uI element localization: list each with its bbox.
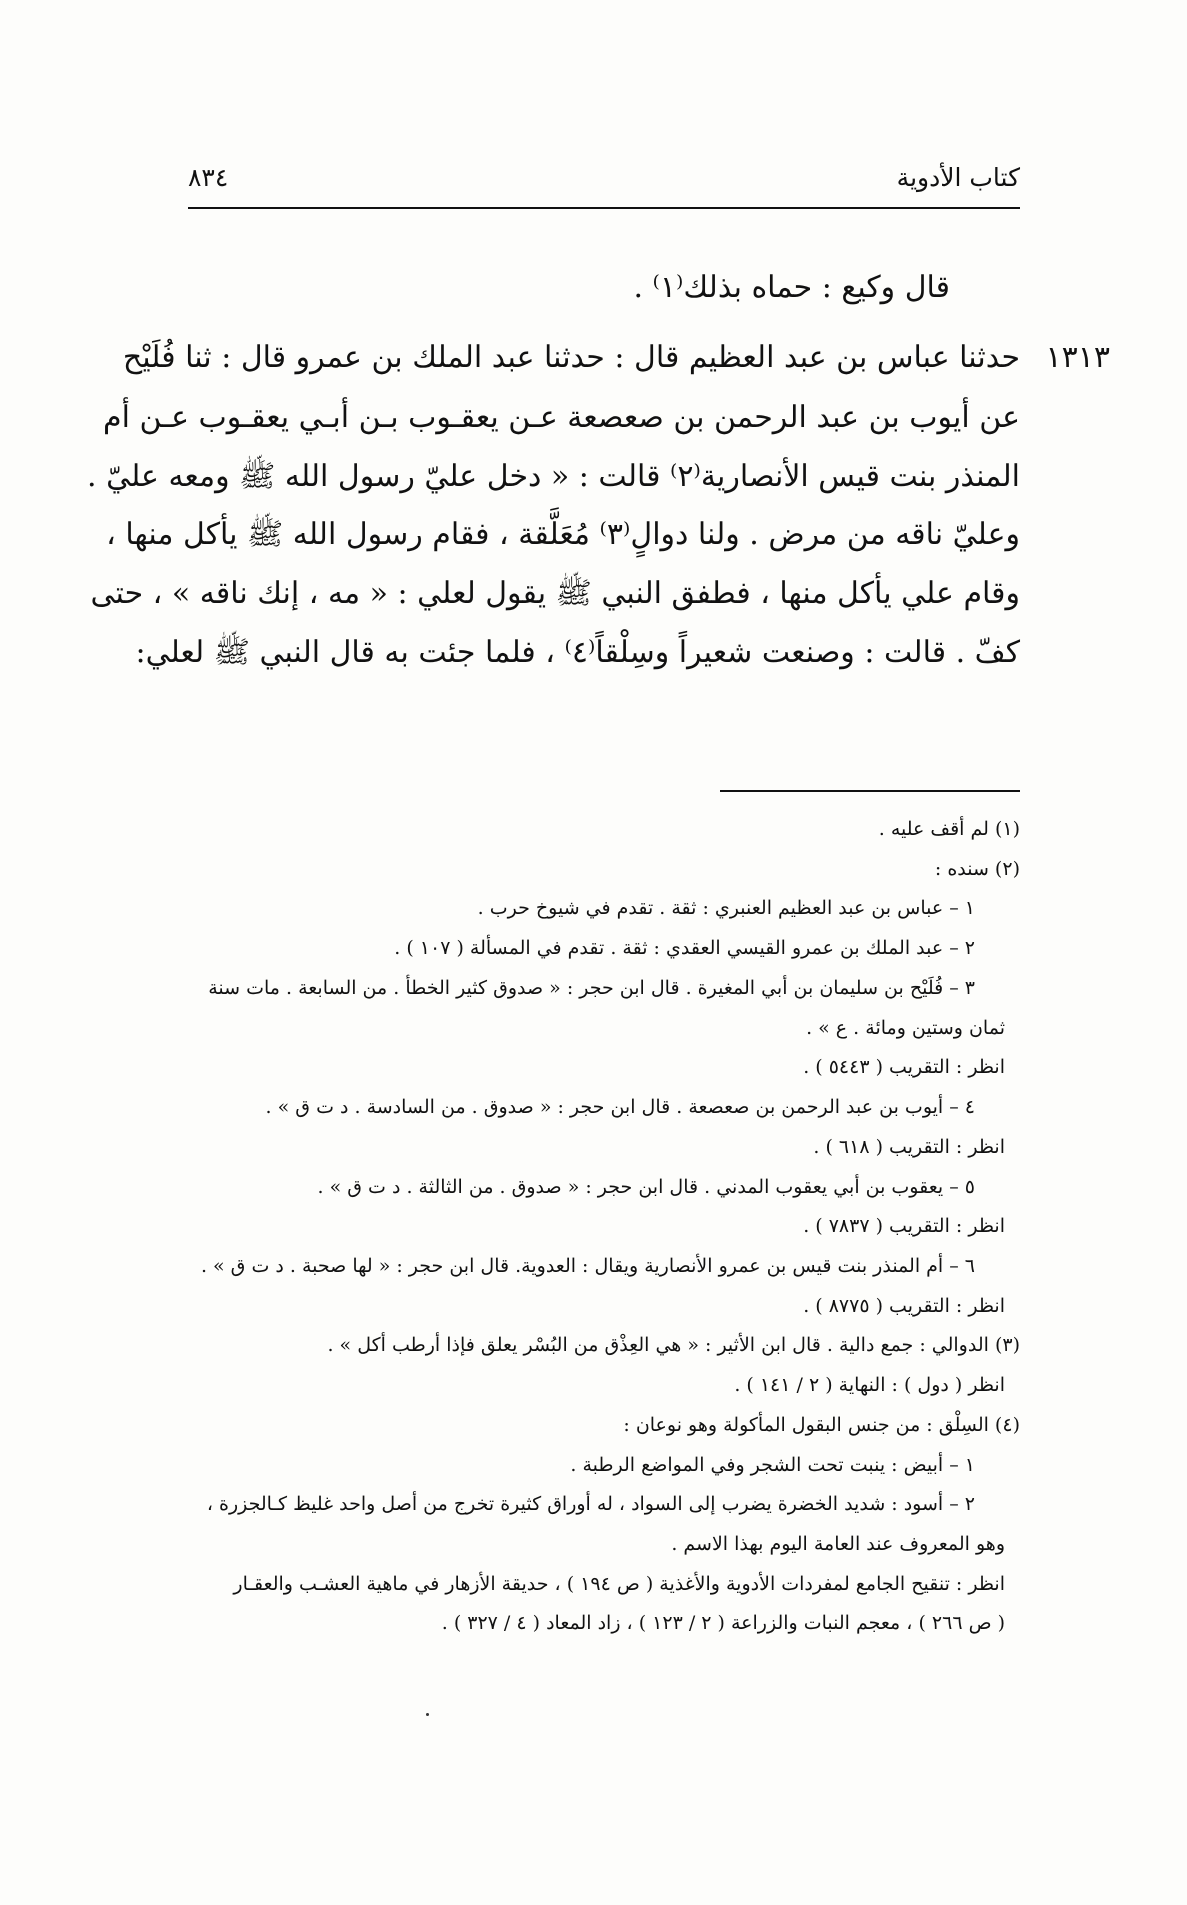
footnote-line: انظر ( دول ) : النهاية ( ٢ / ١٤١ ) .: [734, 1374, 1005, 1396]
footnote-line: ٣ – فُلَيْح بن سليمان بن أبي المغيرة . قال ابن حجر : « صدوق كثير الخطأ . من السابعة . مات سنة: [208, 977, 975, 999]
hadith-line: المنذر بنت قيس الأنصارية⁽٢⁾ قالت : « دخل عليّ رسول الله ﷺ ومعه عليّ .: [87, 459, 1020, 494]
hadith-number: ١٣١٣: [1045, 340, 1110, 375]
footnote-rule: [720, 790, 1020, 792]
footnote-line: ٤ – أيوب بن عبد الرحمن بن صعصعة . قال ابن حجر : « صدوق . من السادسة . د ت ق » .: [265, 1096, 975, 1118]
footnote-line: ٦ – أم المنذر بنت قيس بن عمرو الأنصارية ويقال : العدوية. قال ابن حجر : « لها صحبة . د ت ق » .: [200, 1255, 975, 1277]
header-title: كتاب الأدوية: [896, 163, 1020, 192]
intro-line: قال وكيع : حماه بذلك⁽١⁾ .: [633, 270, 950, 305]
footnote-line: انظر : التقريب ( ٨٧٧٥ ) .: [803, 1295, 1005, 1317]
footnote-line: (٣) الدوالي : جمع دالية . قال ابن الأثير : « هي العِذْق من البُسْر يعلق فإذا أرطب أكل » .: [327, 1334, 1020, 1356]
page-number: ٨٣٤: [188, 163, 229, 192]
hadith-line: كفّ . قالت : وصنعت شعيراً وسِلْقاً⁽٤⁾ ، فلما جئت به قال النبي ﷺ لعلي:: [135, 635, 1020, 670]
running-header: [188, 163, 1020, 205]
footnote-line: (٢) سنده :: [934, 858, 1020, 880]
footnote-line: وهو المعروف عند العامة اليوم بهذا الاسم .: [671, 1533, 1005, 1555]
footnote-line: انظر : التقريب ( ٧٨٣٧ ) .: [803, 1215, 1005, 1237]
hadith-line: عن أيوب بن عبد الرحمن بن صعصعة عـن يعقـوب بـن أبـي يعقـوب عـن أم: [103, 400, 1020, 435]
footnote-line: (١) لم أقف عليه .: [878, 818, 1020, 840]
footnote-line: ٢ – أسود : شديد الخضرة يضرب إلى السواد ، له أوراق كثيرة تخرج من أصل واحد غليظ كـالجزرة ،: [206, 1493, 975, 1515]
footnote-line: (٤) السِلْق : من جنس البقول المأكولة وهو نوعان :: [623, 1414, 1020, 1436]
ink-speck: [426, 1713, 429, 1716]
footnote-line: ٥ – يعقوب بن أبي يعقوب المدني . قال ابن حجر : « صدوق . من الثالثة . د ت ق » .: [317, 1176, 975, 1198]
hadith-line: وعليّ ناقه من مرض . ولنا دوالٍ⁽٣⁾ مُعَلَّقة ، فقام رسول الله ﷺ يأكل منها ،: [106, 517, 1020, 552]
footnote-line: ١ – عباس بن عبد العظيم العنبري : ثقة . تقدم في شيوخ حرب .: [477, 897, 975, 919]
footnote-line: انظر : التقريب ( ٥٤٤٣ ) .: [803, 1056, 1005, 1078]
footnote-line: انظر : التقريب ( ٦١٨ ) .: [813, 1136, 1005, 1158]
hadith-line: حدثنا عباس بن عبد العظيم قال : حدثنا عبد الملك بن عمرو قال : ثنا فُلَيْح: [122, 340, 1020, 375]
header-rule: [188, 207, 1020, 209]
footnote-line: ١ – أبيض : ينبت تحت الشجر وفي المواضع الرطبة .: [570, 1454, 975, 1476]
footnote-line: ٢ – عبد الملك بن عمرو القيسي العقدي : ثقة . تقدم في المسألة ( ١٠٧ ) .: [394, 937, 975, 959]
footnote-line: انظر : تنقيح الجامع لمفردات الأدوية والأغذية ( ص ١٩٤ ) ، حديقة الأزهار في ماهية العشـب والعقـار: [233, 1573, 1005, 1595]
hadith-line: وقام علي يأكل منها ، فطفق النبي ﷺ يقول لعلي : « مه ، إنك ناقه » ، حتى: [90, 576, 1020, 611]
footnote-line: ( ص ٢٦٦ ) ، معجم النبات والزراعة ( ٢ / ١٢٣ ) ، زاد المعاد ( ٤ / ٣٢٧ ) .: [441, 1612, 1005, 1634]
footnote-line: ثمان وستين ومائة . ع » .: [806, 1017, 1005, 1039]
